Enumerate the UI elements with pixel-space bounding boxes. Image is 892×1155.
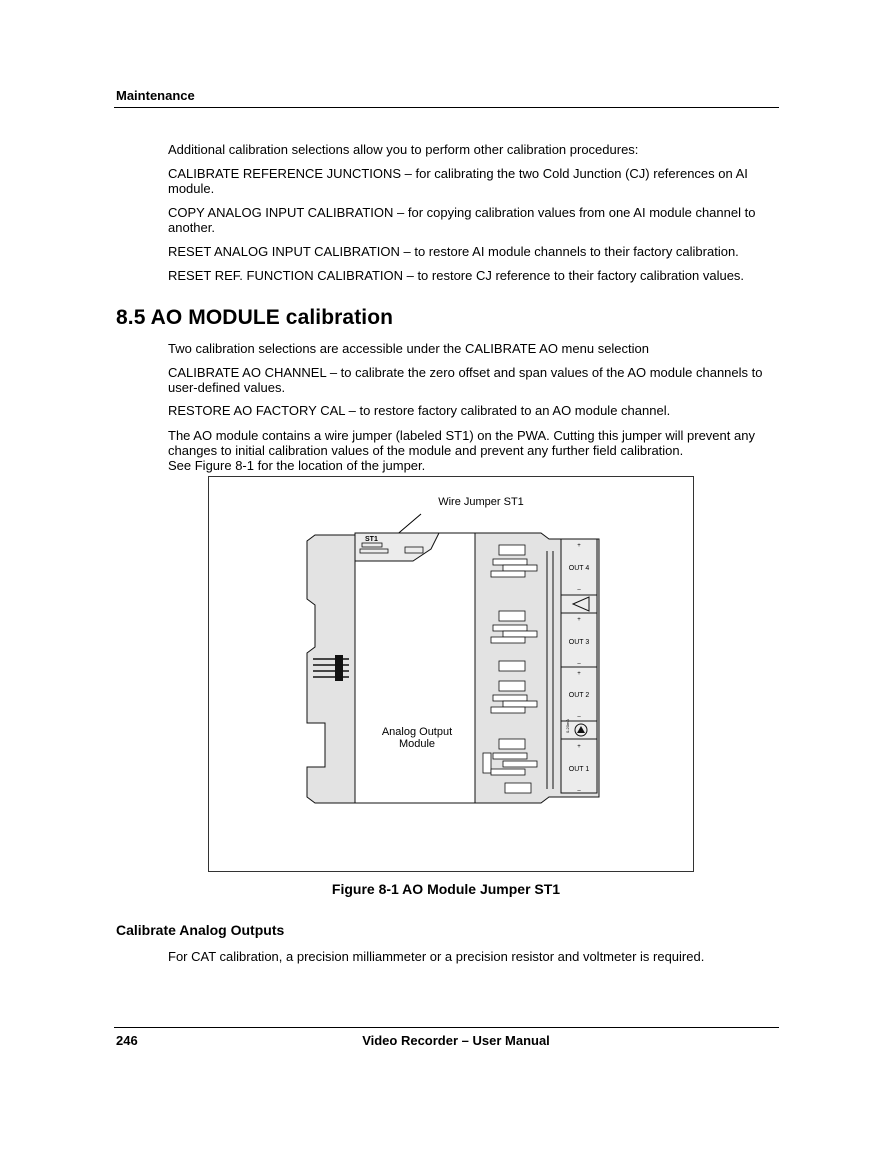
svg-text:+: + — [577, 671, 581, 677]
side-mark: 0-20mA — [565, 718, 570, 733]
figure-caption: Figure 8-1 AO Module Jumper ST1 — [331, 881, 561, 897]
ao-module-diagram — [209, 477, 695, 873]
subsection-text: For CAT calibration, a precision milliammeter or a precision resistor and voltmeter is required. — [168, 949, 705, 964]
figure-ao-module — [208, 476, 694, 872]
section-para-5: See Figure 8-1 for the location of the jumper. — [168, 458, 426, 473]
svg-text:+: + — [577, 543, 581, 549]
intro-item-reset-ai-cal: RESET ANALOG INPUT CALIBRATION – to restore AI module channels to their factory calibration. — [168, 244, 739, 259]
subsection-heading: Calibrate Analog Outputs — [116, 922, 285, 938]
header-rule — [114, 107, 779, 108]
section-para-4: The AO module contains a wire jumper (labeled ST1) on the PWA. Cutting this jumper will prevent any changes to initial calibration values of the module and prevent any further field calibration. — [168, 428, 755, 458]
intro-item-copy-ai-cal: COPY ANALOG INPUT CALIBRATION – for copying calibration values from one AI module channel to another. — [168, 205, 756, 235]
section-para-1: Two calibration selections are accessible under the CALIBRATE AO menu selection — [168, 341, 649, 356]
svg-text:+: + — [577, 617, 581, 623]
st1-label: ST1 — [365, 536, 378, 543]
section-para-3: RESTORE AO FACTORY CAL – to restore factory calibrated to an AO module channel. — [168, 403, 671, 418]
svg-text:–: – — [577, 587, 581, 593]
intro-lead: Additional calibration selections allow you to perform other calibration procedures: — [168, 142, 639, 157]
footer-rule — [114, 1027, 779, 1028]
callout-label: Wire Jumper ST1 — [438, 496, 524, 508]
svg-text:–: – — [577, 661, 581, 667]
svg-text:–: – — [577, 714, 581, 720]
out2-label: OUT 2 — [568, 692, 590, 699]
svg-text:–: – — [577, 788, 581, 794]
out3-label: OUT 3 — [568, 639, 590, 646]
intro-item-cal-ref-junctions: CALIBRATE REFERENCE JUNCTIONS – for calibrating the two Cold Junction (CJ) references on AI module. — [168, 166, 748, 196]
page-number: 246 — [116, 1033, 138, 1048]
module-label-line1: Analog Output — [381, 726, 453, 738]
intro-item-reset-ref-cal: RESET REF. FUNCTION CALIBRATION – to restore CJ reference to their factory calibration values. — [168, 268, 745, 283]
analog-output-module-board — [355, 533, 475, 803]
out4-label: OUT 4 — [568, 565, 590, 572]
module-label-line2: Module — [398, 738, 436, 750]
left-edge-strip — [307, 535, 355, 803]
running-header: Maintenance — [116, 88, 195, 103]
footer-title: Video Recorder – User Manual — [362, 1033, 550, 1048]
section-heading: 8.5 AO MODULE calibration — [116, 306, 394, 329]
out1-label: OUT 1 — [568, 766, 590, 773]
svg-text:+: + — [577, 744, 581, 750]
section-para-2: CALIBRATE AO CHANNEL – to calibrate the zero offset and span values of the AO module channels to user-defined values. — [168, 365, 763, 395]
